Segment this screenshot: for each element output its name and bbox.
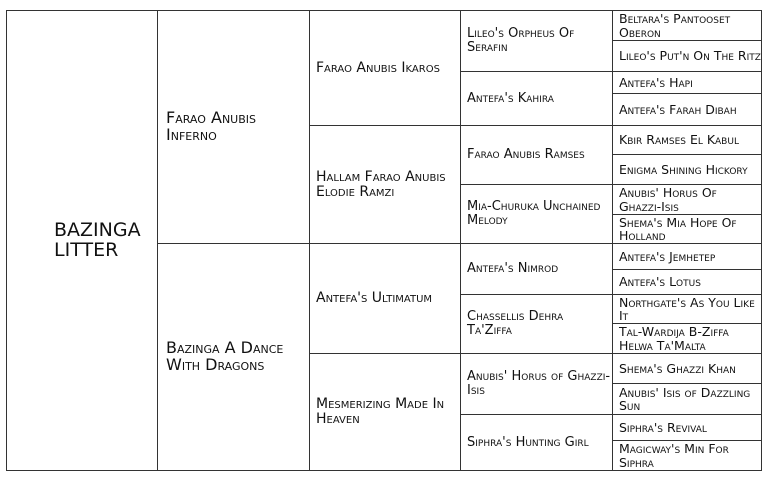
great-great-grandparent bbox=[612, 243, 762, 270]
great-grandparent bbox=[460, 353, 613, 415]
great-grandparent-name: Siphra's Hunting Girl bbox=[467, 434, 589, 450]
great-grandparent-name: Farao Anubis Ramses bbox=[467, 147, 585, 163]
grandsire-maternal-name: Antefa's Ultimatum bbox=[316, 290, 433, 307]
great-great-grandparent-name: Anubis' Horus Of Ghazzi-Isis bbox=[619, 185, 717, 214]
grandsire-paternal bbox=[309, 10, 461, 126]
great-grandparent bbox=[460, 184, 613, 244]
great-great-grandparent-name: Shema's Ghazzi Khan bbox=[619, 360, 736, 376]
great-great-grandparent bbox=[612, 10, 762, 41]
granddam-paternal-name: Hallam Farao Anubis Elodie Ramzi bbox=[316, 168, 446, 200]
litter-name-text: BAZINGA LITTER bbox=[54, 218, 141, 261]
great-grandparent-name: Antefa's Kahira bbox=[467, 90, 554, 106]
great-great-grandparent-name: Antefa's Farah Dibah bbox=[619, 101, 737, 117]
granddam-maternal bbox=[309, 353, 461, 471]
grandsire-paternal-name: Farao Anubis Ikaros bbox=[316, 59, 440, 76]
great-grandparent-name: Mia-Churuka Unchained Melody bbox=[467, 199, 601, 228]
great-great-grandparent-name: Beltara's Pantooset Oberon bbox=[619, 11, 731, 40]
litter-name bbox=[6, 10, 158, 471]
great-great-grandparent-name: Enigma Shining Hickory bbox=[619, 161, 748, 177]
granddam-paternal bbox=[309, 125, 461, 244]
dam bbox=[157, 243, 310, 471]
great-grandparent bbox=[460, 294, 613, 354]
great-grandparent bbox=[460, 71, 613, 126]
great-great-grandparent bbox=[612, 154, 762, 185]
great-great-grandparent bbox=[612, 40, 762, 72]
great-great-grandparent-name: Siphra's Revival bbox=[619, 419, 707, 435]
great-great-grandparent bbox=[612, 269, 762, 295]
great-great-grandparent bbox=[612, 184, 762, 215]
great-grandparent bbox=[460, 243, 613, 295]
great-great-grandparent bbox=[612, 353, 762, 384]
dam-name: Bazinga A Dance With Dragons bbox=[166, 338, 284, 374]
great-great-grandparent-name: Shema's Mia Hope Of Holland bbox=[619, 214, 737, 243]
great-great-grandparent bbox=[612, 414, 762, 441]
great-great-grandparent-name: Lileo's Put'n On The Ritz bbox=[619, 48, 761, 64]
great-grandparent-name: Lileo's Orpheus Of Serafin bbox=[467, 26, 575, 55]
great-great-grandparent bbox=[612, 71, 762, 94]
great-great-grandparent-name: Kbir Ramses El Kabul bbox=[619, 132, 739, 148]
great-grandparent-name: Antefa's Nimrod bbox=[467, 261, 559, 277]
great-great-grandparent bbox=[612, 440, 762, 471]
sire-name: Farao Anubis Inferno bbox=[166, 108, 256, 144]
great-great-grandparent-name: Antefa's Hapi bbox=[619, 74, 693, 90]
great-great-grandparent-name: Anubis' Isis of Dazzling Sun bbox=[619, 384, 751, 413]
great-great-grandparent bbox=[612, 125, 762, 155]
great-great-grandparent-name: Northgate's As You Like It bbox=[619, 294, 755, 323]
sire bbox=[157, 10, 310, 244]
great-great-grandparent bbox=[612, 214, 762, 244]
great-great-grandparent-name: Antefa's Jemhetep bbox=[619, 248, 716, 264]
great-grandparent bbox=[460, 414, 613, 471]
great-great-grandparent bbox=[612, 383, 762, 415]
great-great-grandparent-name: Magicway's Min For Siphra bbox=[619, 441, 729, 470]
granddam-maternal-name: Mesmerizing Made In Heaven bbox=[316, 396, 445, 427]
great-great-grandparent-name: Antefa's Lotus bbox=[619, 274, 701, 290]
great-grandparent-name: Chassellis Dehra Ta'Ziffa bbox=[467, 309, 564, 338]
great-great-grandparent bbox=[612, 294, 762, 324]
great-great-grandparent bbox=[612, 323, 762, 354]
grandsire-maternal bbox=[309, 243, 461, 354]
great-grandparent bbox=[460, 125, 613, 185]
great-grandparent bbox=[460, 10, 613, 72]
great-great-grandparent-name: Tal-Wardija B-Ziffa Helwa Ta'Malta bbox=[619, 324, 729, 353]
great-great-grandparent bbox=[612, 93, 762, 126]
great-grandparent-name: Anubis' Horus of Ghazzi-Isis bbox=[467, 369, 611, 398]
